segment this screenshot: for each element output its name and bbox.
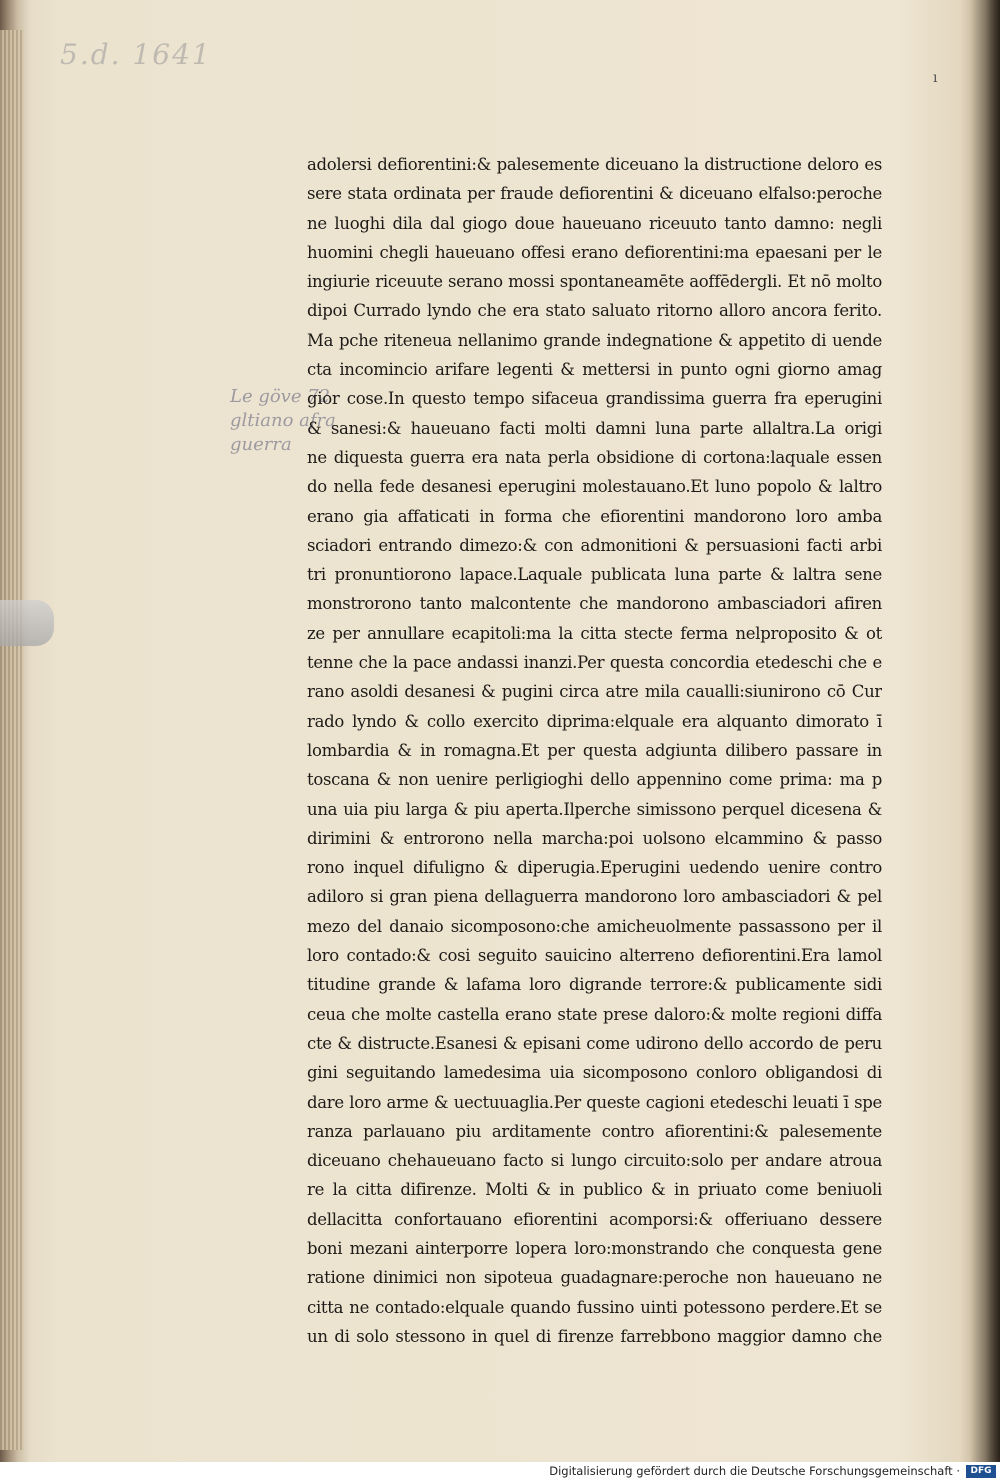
text-line: rono inquel difuligno & diperugia.Eperugini uedendo uenire contro: [307, 858, 882, 878]
text-line: tri pronuntiorono lapace.Laquale publicata luna parte & laltra sene: [307, 565, 882, 585]
text-line: dare loro arme & uectuuaglia.Per queste cagioni etedeschi leuati ī spe: [307, 1092, 882, 1112]
text-line: toscana & non uenire perligioghi dello appennino come prima: ma p: [307, 770, 882, 790]
pencil-shelfmark: 5.d. 1641: [60, 38, 212, 71]
text-line: cta incomincio arifare legenti & mettersi in punto ogni giorno amag: [307, 360, 882, 380]
text-line: citta ne contado:elquale quando fussino uinti potessono perdere.Et se: [307, 1297, 882, 1317]
text-line: sciadori entrando dimezo:& con admonitioni & persuasioni facti arbi: [307, 535, 882, 555]
text-line: Ma pche riteneua nellanimo grande indegnatione & appetito di uende: [307, 330, 882, 350]
text-line: ne diquesta guerra era nata perla obsidione di cortona:laquale essen: [307, 447, 882, 467]
text-line: boni mezani ainterporre lopera loro:monstrando che conquesta gene: [307, 1238, 882, 1258]
text-line: huomini chegli haueuano offesi erano defiorentini:ma epaesani per le: [307, 242, 882, 262]
dfg-logo: DFG: [966, 1465, 996, 1478]
text-line: rano asoldi desanesi & pugini circa atre mila caualli:siunirono cō Cur: [307, 682, 882, 702]
text-line: ceua che molte castella erano state prese daloro:& molte regioni diffa: [307, 1004, 882, 1024]
folio-mark: ı: [933, 70, 938, 86]
text-line: rado lyndo & collo exercito diprima:elquale era alquanto dimorato ī: [307, 711, 882, 731]
text-block: [307, 150, 882, 1351]
text-line: monstrorono tanto malcontente che mandorono ambasciadori afiren: [307, 594, 882, 614]
text-line: & sanesi:& haueuano facti molti damni luna parte allaltra.La origi: [307, 418, 882, 438]
text-line: ingiurie riceuute serano mossi spontaneamēte aoffēdergli. Et nō molto: [307, 272, 882, 292]
text-line: loro contado:& cosi seguito sauicino alterreno defiorentini.Era lamol: [307, 946, 882, 966]
text-line: dellacitta confortauano efiorentini acomporsi:& offeriuano dessere: [307, 1209, 882, 1229]
text-line: sere stata ordinata per fraude defiorentini & diceuano elfalso:peroche: [307, 184, 882, 204]
text-line: dirimini & entrorono nella marcha:poi uolsono elcammino & passo: [307, 828, 882, 848]
margin-note-line: guerra: [230, 434, 292, 455]
text-line: tenne che la pace andassi inanzi.Per questa concordia etedeschi che e: [307, 653, 882, 673]
text-line: erano gia affaticati in forma che efiorentini mandorono loro amba: [307, 506, 882, 526]
text-line: ze per annullare ecapitoli:ma la citta stecte ferma nelproposito & ot: [307, 623, 882, 643]
text-line: ne luoghi dila dal giogo doue haueuano riceuuto tanto damno: negli: [307, 213, 882, 233]
text-line: do nella fede desanesi eperugini molestauano.Et luno popolo & laltro: [307, 477, 882, 497]
text-line: ranza parlauano piu arditamente contro afiorentini:& palesemente: [307, 1121, 882, 1141]
text-line: una uia piu larga & piu aperta.Ilperche simissono perquel dicesena &: [307, 799, 882, 819]
text-line: adolersi defiorentini:& palesemente diceuano la distructione deloro es: [307, 155, 882, 174]
margin-note-line: Le göve 72: [230, 386, 331, 407]
page-edges: [0, 30, 24, 1450]
footer-bar: [0, 1462, 1000, 1481]
book-clip: [0, 600, 54, 646]
text-line: adiloro si gran piena dellaguerra mandorono loro ambasciadori & pel: [307, 887, 882, 907]
text-line: diceuano chehaueuano facto si lungo circuito:solo per andare atroua: [307, 1151, 882, 1171]
margin-note-line: gltiano afra: [230, 410, 336, 431]
text-line: gini seguitando lamedesima uia sicomposono conloro obligandosi di: [307, 1063, 882, 1083]
text-line: cte & distructe.Esanesi & episani come udirono dello accordo de peru: [307, 1033, 882, 1053]
text-line: lombardia & in romagna.Et per questa adgiunta dilibero passare in: [307, 740, 882, 760]
text-line: gior cose.In questo tempo sifaceua grandissima guerra fra eperugini: [307, 389, 882, 409]
text-line: titudine grande & lafama loro digrande terrore:& publicamente sidi: [307, 975, 882, 995]
gutter-shadow: [970, 0, 1000, 1462]
text-line: re la citta difirenze. Molti & in publico & in priuato come beniuoli: [307, 1180, 882, 1200]
text-line: un di solo stessono in quel di firenze farrebbono maggior damno che: [307, 1326, 882, 1346]
text-line: mezo del danaio sicomposono:che amicheuolmente passassono per il: [307, 916, 882, 936]
text-line: dipoi Currado lyndo che era stato saluato ritorno alloro ancora ferito.: [307, 301, 882, 321]
text-line: ratione dinimici non sipoteua guadagnare:peroche non haueuano ne: [307, 1268, 882, 1288]
footer-text: Digitalisierung gefördert durch die Deutsche Forschungsgemeinschaft ·: [549, 1464, 960, 1478]
